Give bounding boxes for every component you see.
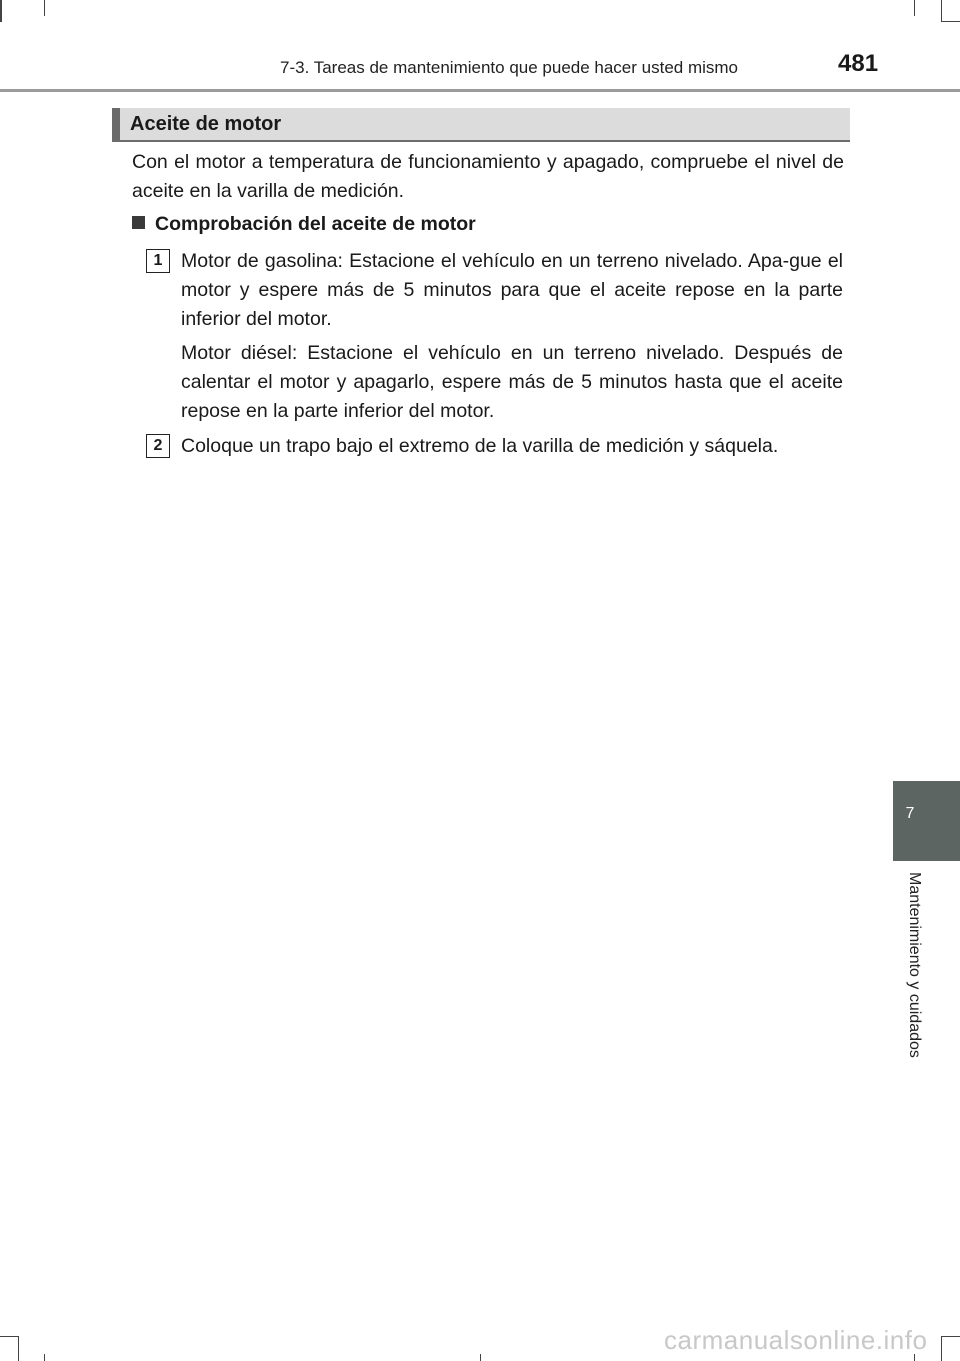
chapter-tab bbox=[893, 781, 960, 861]
page-number: 481 bbox=[838, 50, 879, 77]
watermark: carmanualsonline.info bbox=[664, 1325, 928, 1355]
section-accent bbox=[112, 108, 120, 140]
header-title: 7-3. Tareas de mantenimiento que puede hacer usted mismo bbox=[280, 58, 739, 77]
section-heading-bar bbox=[112, 108, 850, 142]
crop-mark bbox=[44, 1354, 45, 1361]
crop-mark bbox=[480, 1354, 481, 1361]
crop-mark bbox=[941, 21, 960, 22]
crop-mark bbox=[941, 1336, 960, 1337]
crop-mark bbox=[0, 0, 2, 22]
header-divider bbox=[0, 89, 960, 92]
crop-mark bbox=[941, 1336, 942, 1361]
crop-mark bbox=[0, 1336, 18, 1337]
subsection-heading bbox=[132, 213, 476, 236]
step-1-paragraph-1: Motor de gasolina: Estacione el vehículo en un terreno nivelado. Apa-gue el motor y espere más de 5 minutos para que el aceite repose en la parte inferior del motor. bbox=[181, 250, 843, 330]
crop-mark bbox=[44, 0, 45, 16]
subsection-title: Comprobación del aceite de motor bbox=[155, 213, 476, 235]
crop-mark bbox=[914, 0, 915, 16]
crop-mark bbox=[941, 0, 942, 22]
intro-paragraph: Con el motor a temperatura de funcionamiento y apagado, compruebe el nivel de aceite en la varilla de medición. bbox=[132, 151, 844, 202]
step-2-paragraph-1: Coloque un trapo bajo el extremo de la varilla de medición y sáquela. bbox=[181, 435, 779, 457]
step-number-badge: 2 bbox=[146, 434, 170, 458]
step-number-badge: 1 bbox=[146, 249, 170, 273]
chapter-number: 7 bbox=[905, 805, 915, 822]
crop-mark bbox=[18, 1336, 19, 1361]
chapter-label: Mantenimiento y cuidados bbox=[906, 872, 923, 1058]
section-title: Aceite de motor bbox=[130, 113, 282, 135]
square-bullet-icon bbox=[132, 216, 145, 229]
step-1-paragraph-2: Motor diésel: Estacione el vehículo en un terreno nivelado. Después de calentar el motor y apagarlo, espere más de 5 minutos hasta que el aceite repose en la parte inferior del motor. bbox=[181, 342, 843, 422]
